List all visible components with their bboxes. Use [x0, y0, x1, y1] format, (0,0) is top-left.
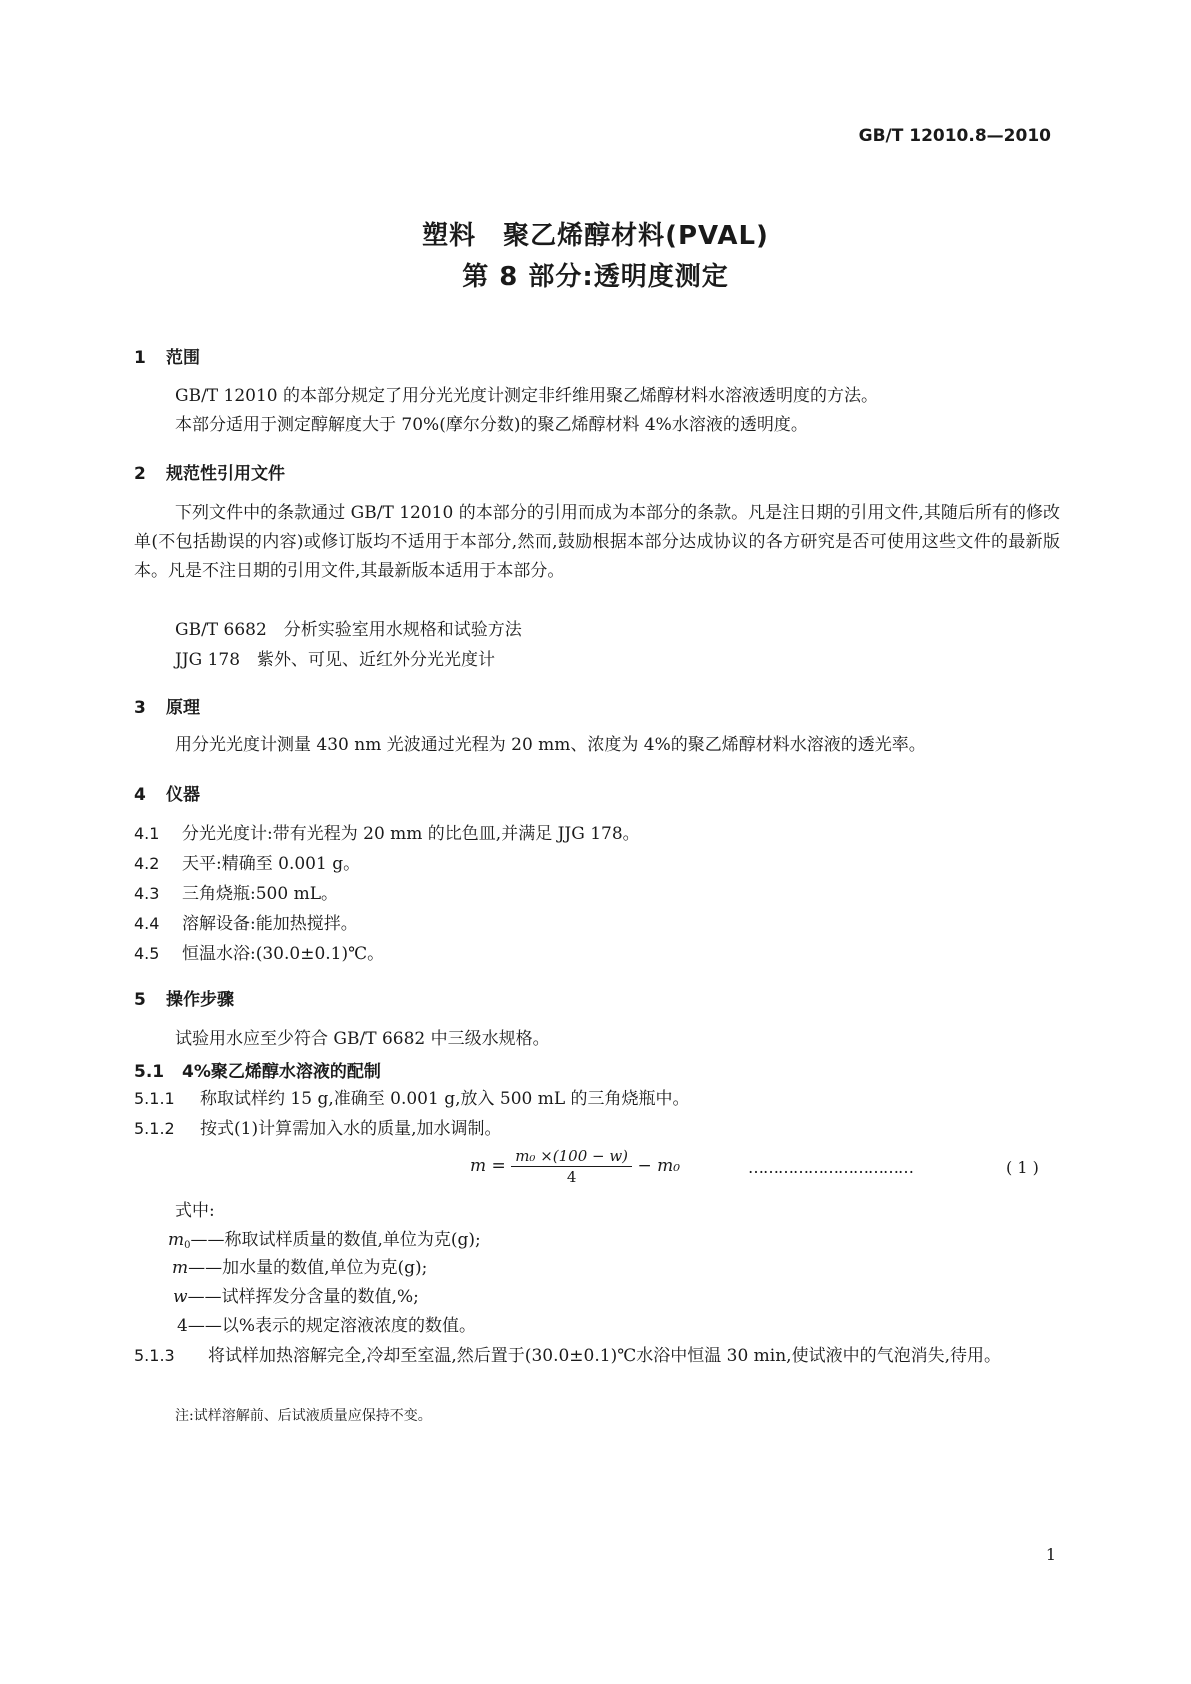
section-number: 4	[134, 785, 146, 805]
variable-m	[172, 1254, 427, 1283]
page-number: 1	[1045, 1545, 1056, 1564]
clause-number: 4.5	[134, 944, 160, 963]
section-number: 5	[134, 990, 146, 1010]
section-1-paragraph-1: GB/T 12010 的本部分规定了用分光光度计测定非纤维用聚乙烯醇材料水溶液透明度的方法。	[175, 386, 879, 406]
reference-jjg178: JJG 178 紫外、可见、近红外分光光度计	[175, 650, 496, 670]
variable-description: ——试样挥发分含量的数值,%;	[187, 1287, 419, 1307]
section-title: 范围	[166, 348, 200, 368]
formula-rhs: m₀	[657, 1156, 681, 1176]
document-title-line2: 第 8 部分:透明度测定	[462, 262, 729, 292]
formula-leader-dots: ……………………………	[748, 1158, 913, 1177]
variable-symbol: m	[168, 1230, 185, 1250]
document-title-line1: 塑料 聚乙烯醇材料(PVAL)	[422, 221, 769, 251]
clause-text: 将试样加热溶解完全,冷却至室温,然后置于(30.0±0.1)℃水浴中恒温 30 min,使试液中的气泡消失,待用。	[208, 1346, 1001, 1366]
subsection-5-1-heading	[134, 1057, 381, 1082]
variable-4	[177, 1312, 476, 1341]
formula-fraction	[511, 1146, 632, 1187]
clause-4-2	[134, 849, 360, 879]
variable-symbol: w	[173, 1287, 188, 1307]
clause-4-4	[134, 909, 358, 939]
variable-w	[173, 1283, 419, 1312]
formula-equals: =	[491, 1156, 506, 1176]
section-number: 2	[134, 464, 146, 484]
section-3-paragraph: 用分光光度计测量 430 nm 光波通过光程为 20 mm、浓度为 4%的聚乙烯醇材料水溶液的透光率。	[175, 735, 926, 755]
clause-4-3	[134, 879, 338, 909]
clause-number: 4.2	[134, 854, 160, 873]
section-1-heading	[134, 343, 200, 368]
formula-minus: −	[637, 1156, 652, 1176]
subsection-title: 4%聚乙烯醇水溶液的配制	[182, 1062, 381, 1082]
section-title: 规范性引用文件	[166, 464, 285, 484]
clause-4-1	[134, 819, 640, 849]
clause-number: 4.1	[134, 824, 160, 843]
section-2-heading	[134, 459, 285, 484]
section-1-paragraph-2: 本部分适用于测定醇解度大于 70%(摩尔分数)的聚乙烯醇材料 4%水溶液的透明度。	[175, 415, 808, 435]
section-title: 仪器	[166, 785, 200, 805]
variable-symbol: m	[172, 1258, 189, 1278]
section-title: 操作步骤	[166, 990, 234, 1010]
section-5-heading	[134, 985, 234, 1010]
reference-gbt6682: GB/T 6682 分析实验室用水规格和试验方法	[175, 620, 522, 640]
clause-4-5	[134, 939, 384, 969]
clause-5-1-3	[134, 1341, 1060, 1371]
section-title: 原理	[166, 698, 200, 718]
clause-number: 5.1.1	[134, 1089, 175, 1108]
formula-denominator: 4	[566, 1168, 577, 1186]
clause-text: 三角烧瓶:500 mL。	[182, 884, 338, 904]
standard-number: GB/T 12010.8—2010	[858, 126, 1051, 146]
clause-number: 5.1.3	[134, 1346, 175, 1365]
clause-5-1-2	[134, 1114, 501, 1144]
formula-lhs: m	[470, 1156, 487, 1176]
variable-description: ——加水量的数值,单位为克(g);	[188, 1258, 428, 1278]
formula-label: ( 1 )	[1006, 1158, 1039, 1177]
clause-number: 4.4	[134, 914, 160, 933]
clause-number: 4.3	[134, 884, 160, 903]
section-2-paragraph: 下列文件中的条款通过 GB/T 12010 的本部分的引用而成为本部分的条款。凡是注日期的引用文件,其随后所有的修改单(不包括勘误的内容)或修订版均不适用于本部分,然而,鼓励根据本部分达成协议的各方研究是否可使用这些文件的最新版本。凡是不注日期的引用文件,其最新版本适用于本部分。	[134, 503, 1060, 581]
variable-symbol: 4	[177, 1316, 188, 1336]
note: 注:试样溶解前、后试液质量应保持不变。	[175, 1408, 432, 1424]
clause-5-1-1	[134, 1084, 690, 1114]
section-5-paragraph: 试验用水应至少符合 GB/T 6682 中三级水规格。	[175, 1029, 550, 1049]
clause-text: 称取试样约 15 g,准确至 0.001 g,放入 500 mL 的三角烧瓶中。	[200, 1089, 690, 1109]
variable-description: ——称取试样质量的数值,单位为克(g);	[190, 1230, 481, 1250]
clause-text: 溶解设备:能加热搅拌。	[182, 914, 358, 934]
variable-description: ——以%表示的规定溶液浓度的数值。	[187, 1316, 476, 1336]
variable-subscript: 0	[184, 1240, 191, 1251]
section-number: 1	[134, 348, 146, 368]
subsection-number: 5.1	[134, 1062, 165, 1082]
section-3-heading	[134, 693, 200, 718]
section-4-heading	[134, 780, 200, 805]
clause-text: 天平:精确至 0.001 g。	[182, 854, 361, 874]
formula-1	[470, 1146, 680, 1187]
clause-text: 分光光度计:带有光程为 20 mm 的比色皿,并满足 JJG 178。	[182, 824, 640, 844]
clause-text: 恒温水浴:(30.0±0.1)℃。	[182, 944, 385, 964]
formula-numerator: m₀ ×(100 − w)	[511, 1146, 632, 1167]
section-number: 3	[134, 698, 146, 718]
formula-where: 式中:	[175, 1201, 215, 1221]
clause-number: 5.1.2	[134, 1119, 175, 1138]
clause-text: 按式(1)计算需加入水的质量,加水调制。	[200, 1119, 502, 1139]
